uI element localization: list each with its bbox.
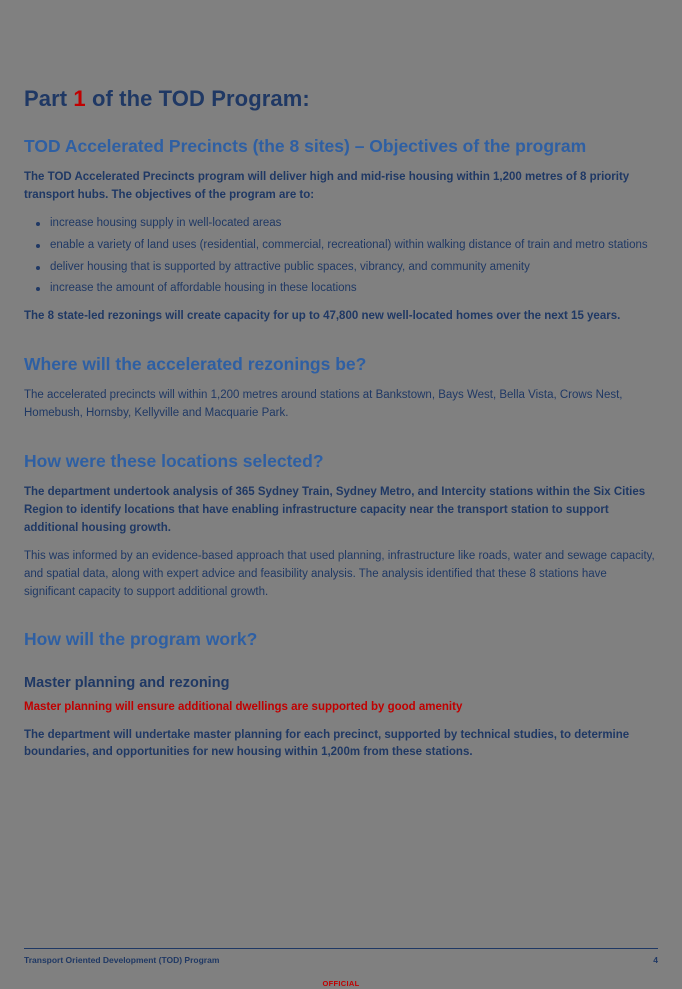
- capacity-paragraph: The 8 state-led rezonings will create capacity for up to 47,800 new well-located homes over the next 15 years.: [24, 310, 621, 323]
- footer-page-number: 4: [653, 955, 658, 965]
- red-note-master-planning: Master planning will ensure additional dwellings are supported by good amenity: [24, 700, 463, 713]
- section-heading-how-work: How will the program work?: [24, 629, 258, 650]
- subheading-master-planning: Master planning and rezoning: [24, 674, 230, 691]
- page-title-suffix: of the TOD Program:: [85, 86, 310, 111]
- where-paragraph: The accelerated precincts will within 1,200 metres around stations at Bankstown, Bays West, Bella Vista, Crows Nest, Homebush, Hornsby, Kellyville and Macquarie Park.: [24, 389, 623, 420]
- intro-paragraph: The TOD Accelerated Precincts program will deliver high and mid-rise housing within 1,200 metres of 8 priority transport hubs. The objectives of the program are to:: [24, 171, 630, 202]
- list-item: deliver housing that is supported by attractive public spaces, vibrancy, and community amenity: [50, 259, 658, 277]
- section-heading-where: Where will the accelerated rezonings be?: [24, 354, 367, 375]
- page-footer: [24, 948, 658, 965]
- section-heading-how-selected: How were these locations selected?: [24, 451, 324, 472]
- classification-label: OFFICIAL: [322, 979, 360, 988]
- list-item: increase housing supply in well-located areas: [50, 215, 658, 233]
- how-selected-paragraph-2: This was informed by an evidence-based approach that used planning, infrastructure like roads, water and sewage capacity, and spatial data, along with expert advice and feasibility analysis. The analysis identified that these 8 stations have significant capacity to support additional growth.: [24, 549, 655, 598]
- footer-divider: [24, 948, 658, 949]
- page-title-number: 1: [73, 86, 86, 111]
- master-planning-paragraph: The department will undertake master planning for each precinct, supported by technical studies, to determine boundaries, and opportunities for new housing within 1,200m from these stations.: [24, 728, 630, 759]
- objectives-list: [24, 215, 658, 298]
- section-heading-objectives: TOD Accelerated Precincts (the 8 sites) – Objectives of the program: [24, 136, 587, 156]
- list-item: enable a variety of land uses (residential, commercial, recreational) within walking distance of train and metro stations: [50, 237, 658, 255]
- how-selected-paragraph-1: The department undertook analysis of 365 Sydney Train, Sydney Metro, and Intercity stations within the Six Cities Region to identify locations that have enabling infrastructure capacity near the transport station to support additional housing growth.: [24, 486, 646, 535]
- page-title: [24, 86, 658, 112]
- footer-document-name: Transport Oriented Development (TOD) Program: [24, 955, 220, 965]
- list-item: increase the amount of affordable housing in these locations: [50, 280, 658, 298]
- page-title-prefix: Part: [24, 86, 74, 111]
